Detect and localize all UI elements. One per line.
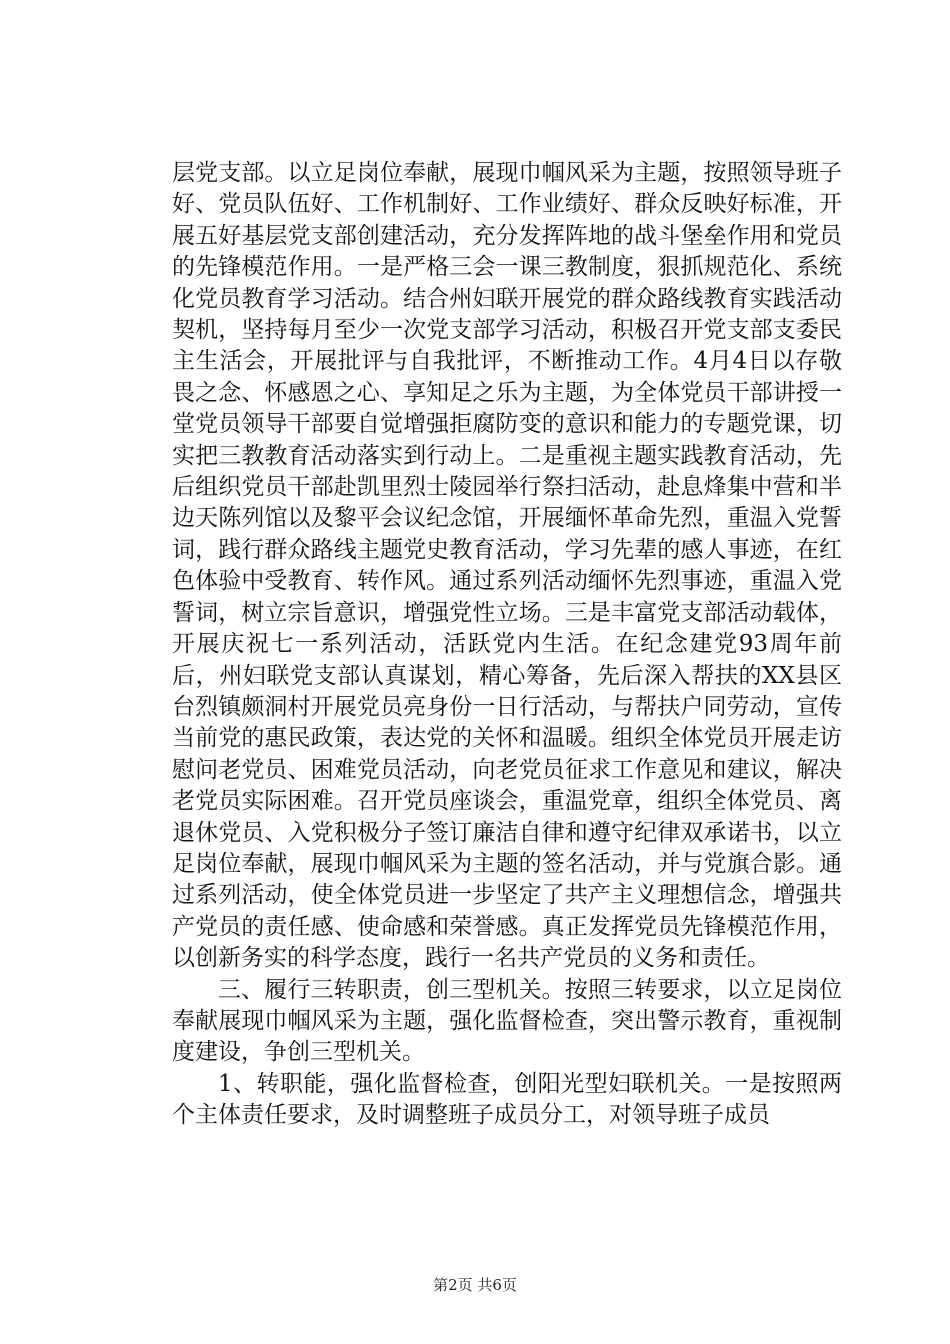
paragraph-item-one: 1、转职能，强化监督检查，创阳光型妇联机关。一是按照两个主体责任要求，及时调整班子成员分工，对领导班子成员 bbox=[172, 1070, 842, 1129]
document-body bbox=[172, 158, 842, 1132]
paragraph-section-three: 三、履行三转职责，创三型机关。按照三转要求，以立足岗位奉献展现巾帼风采为主题，强化监督检查，突出警示教育，重视制度建设，争创三型机关。 bbox=[172, 976, 842, 1066]
page-footer: 第2页 共6页 bbox=[433, 1276, 517, 1294]
paragraph-party-branch: 层党支部。以立足岗位奉献，展现巾帼风采为主题，按照领导班子好、党员队伍好、工作机制好、工作业绩好、群众反映好标准，开展五好基层党支部创建活动，充分发挥阵地的战斗堡垒作用和党员的先锋模范作用。一是严格三会一课三教制度，狠抓规范化、系统化党员教育学习活动。结合州妇联开展党的群众路线教育实践活动契机，坚持每月至少一次党支部学习活动，积极召开党支部支委民主生活会，开展批评与自我批评，不断推动工作。4月4日以存敬畏之念、怀感恩之心、享知足之乐为主题，为全体党员干部讲授一堂党员领导干部要自觉增强拒腐防变的意识和能力的专题党课，切实把三教教育活动落实到行动上。二是重视主题实践教育活动，先后组织党员干部赴凯里烈士陵园举行祭扫活动，赴息烽集中营和半边天陈列馆以及黎平会议纪念馆，开展缅怀革命先烈，重温入党誓词，践行群众路线主题党史教育活动，学习先辈的感人事迹，在红色体验中受教育、转作风。通过系列活动缅怀先烈事迹，重温入党誓词，树立宗旨意识，增强党性立场。三是丰富党支部活动载体，开展庆祝七一系列活动，活跃党内生活。在纪念建党93周年前后，州妇联党支部认真谋划，精心筹备，先后深入帮扶的XX县区台烈镇颇洞村开展党员亮身份一日行活动，与帮扶户同劳动，宣传当前党的惠民政策，表达党的关怀和温暖。组织全体党员开展走访慰问老党员、困难党员活动，向老党员征求工作意见和建议，解决老党员实际困难。召开党员座谈会，重温党章，组织全体党员、离退休党员、入党积极分子签订廉洁自律和遵守纪律双承诺书，以立足岗位奉献，展现巾帼风采为主题的签名活动，并与党旗合影。通过系列活动，使全体党员进一步坚定了共产主义理想信念，增强共产党员的责任感、使命感和荣誉感。真正发挥党员先锋模范作用，以创新务实的科学态度，践行一名共产党员的义务和责任。 bbox=[172, 160, 842, 972]
